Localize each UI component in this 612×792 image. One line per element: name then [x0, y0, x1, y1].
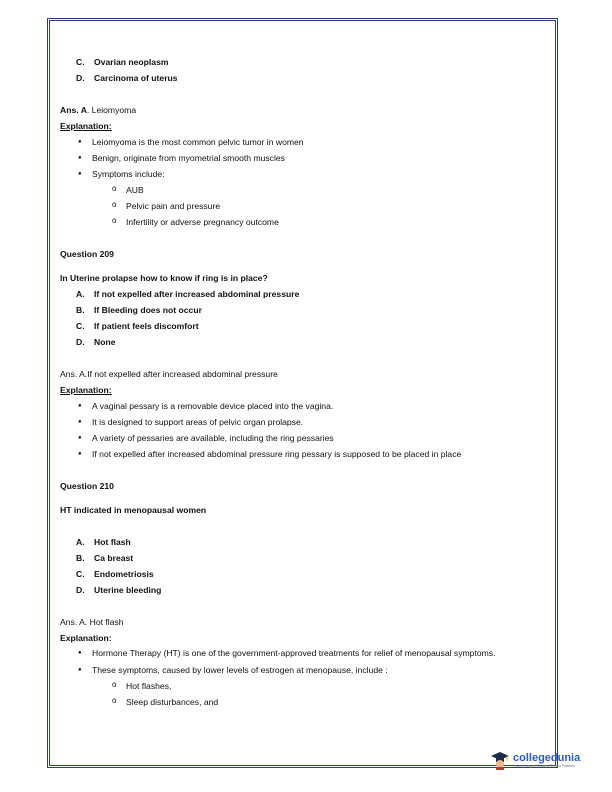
- explanation-label-209: Explanation:: [60, 385, 112, 395]
- list-item: o Hot flashes,: [112, 678, 550, 694]
- list-item: ● Benign, originate from myometrial smooth muscles: [78, 150, 550, 166]
- list-item: o AUB: [112, 182, 550, 198]
- collegedunia-logo: [490, 746, 580, 774]
- option-d: D. Carcinoma of uterus: [76, 73, 178, 83]
- list-item: ● Symptoms include: o AUB o Pelvic pain and pressure o Infertility or adverse pregnancy outcome: [78, 166, 550, 230]
- answer-210: Ans. A. Hot flash: [60, 617, 124, 627]
- sub-list-210: [92, 678, 550, 710]
- logo-tagline: India's Largest Student Review Platform: [513, 763, 576, 768]
- list-item: o Infertility or adverse pregnancy outcome: [112, 214, 550, 230]
- explanation-label-208: Explanation:: [60, 121, 112, 131]
- sub-list-208: [92, 182, 550, 230]
- option-d: D. None: [76, 337, 116, 347]
- option-a: A. Hot flash: [76, 537, 131, 547]
- explanation-list-209: [60, 398, 550, 462]
- question-number-209: Question 209: [60, 249, 114, 259]
- list-item: ● It is designed to support areas of pelvic organ prolapse.: [78, 414, 550, 430]
- page-content: [60, 54, 550, 710]
- explanation-label-210: Explanation:: [60, 633, 112, 643]
- list-item: ● These symptoms, caused by lower levels of estrogen at menopause, include : o Hot flashes, o Sleep disturbances, and: [78, 662, 550, 710]
- graduate-cap-icon: [490, 750, 510, 770]
- option-c: C. If patient feels discomfort: [76, 321, 199, 331]
- question-text-210: HT indicated in menopausal women: [60, 505, 207, 515]
- option-d: D. Uterine bleeding: [76, 585, 162, 595]
- list-item: o Sleep disturbances, and: [112, 694, 550, 710]
- list-item: ● If not expelled after increased abdominal pressure ring pessary is supposed to be placed in place: [78, 446, 550, 462]
- option-b: B. Ca breast: [76, 553, 134, 563]
- list-item: ● Leiomyoma is the most common pelvic tumor in women: [78, 134, 550, 150]
- list-item: o Pelvic pain and pressure: [112, 198, 550, 214]
- option-c: C. Ovarian neoplasm: [76, 57, 169, 67]
- list-item: ● A variety of pessaries are available, including the ring pessaries: [78, 430, 550, 446]
- option-a: A. If not expelled after increased abdominal pressure: [76, 289, 300, 299]
- explanation-list-210: [60, 646, 550, 710]
- explanation-list-208: [60, 134, 550, 230]
- logo-name: collegedunia: [513, 751, 581, 764]
- answer-208: Ans. A. Leiomyoma: [60, 105, 137, 115]
- list-item: ● A vaginal pessary is a removable device placed into the vagina.: [78, 398, 550, 414]
- list-item: ● Hormone Therapy (HT) is one of the government-approved treatments for relief of menopausal symptoms.: [78, 646, 522, 662]
- logo-text: [513, 752, 580, 769]
- question-text-209: In Uterine prolapse how to know if ring is in place?: [60, 273, 268, 283]
- answer-209: Ans. A.If not expelled after increased abdominal pressure: [60, 369, 278, 379]
- option-c: C. Endometriosis: [76, 569, 154, 579]
- option-b: B. If Bleeding does not occur: [76, 305, 202, 315]
- question-number-210: Question 210: [60, 481, 114, 491]
